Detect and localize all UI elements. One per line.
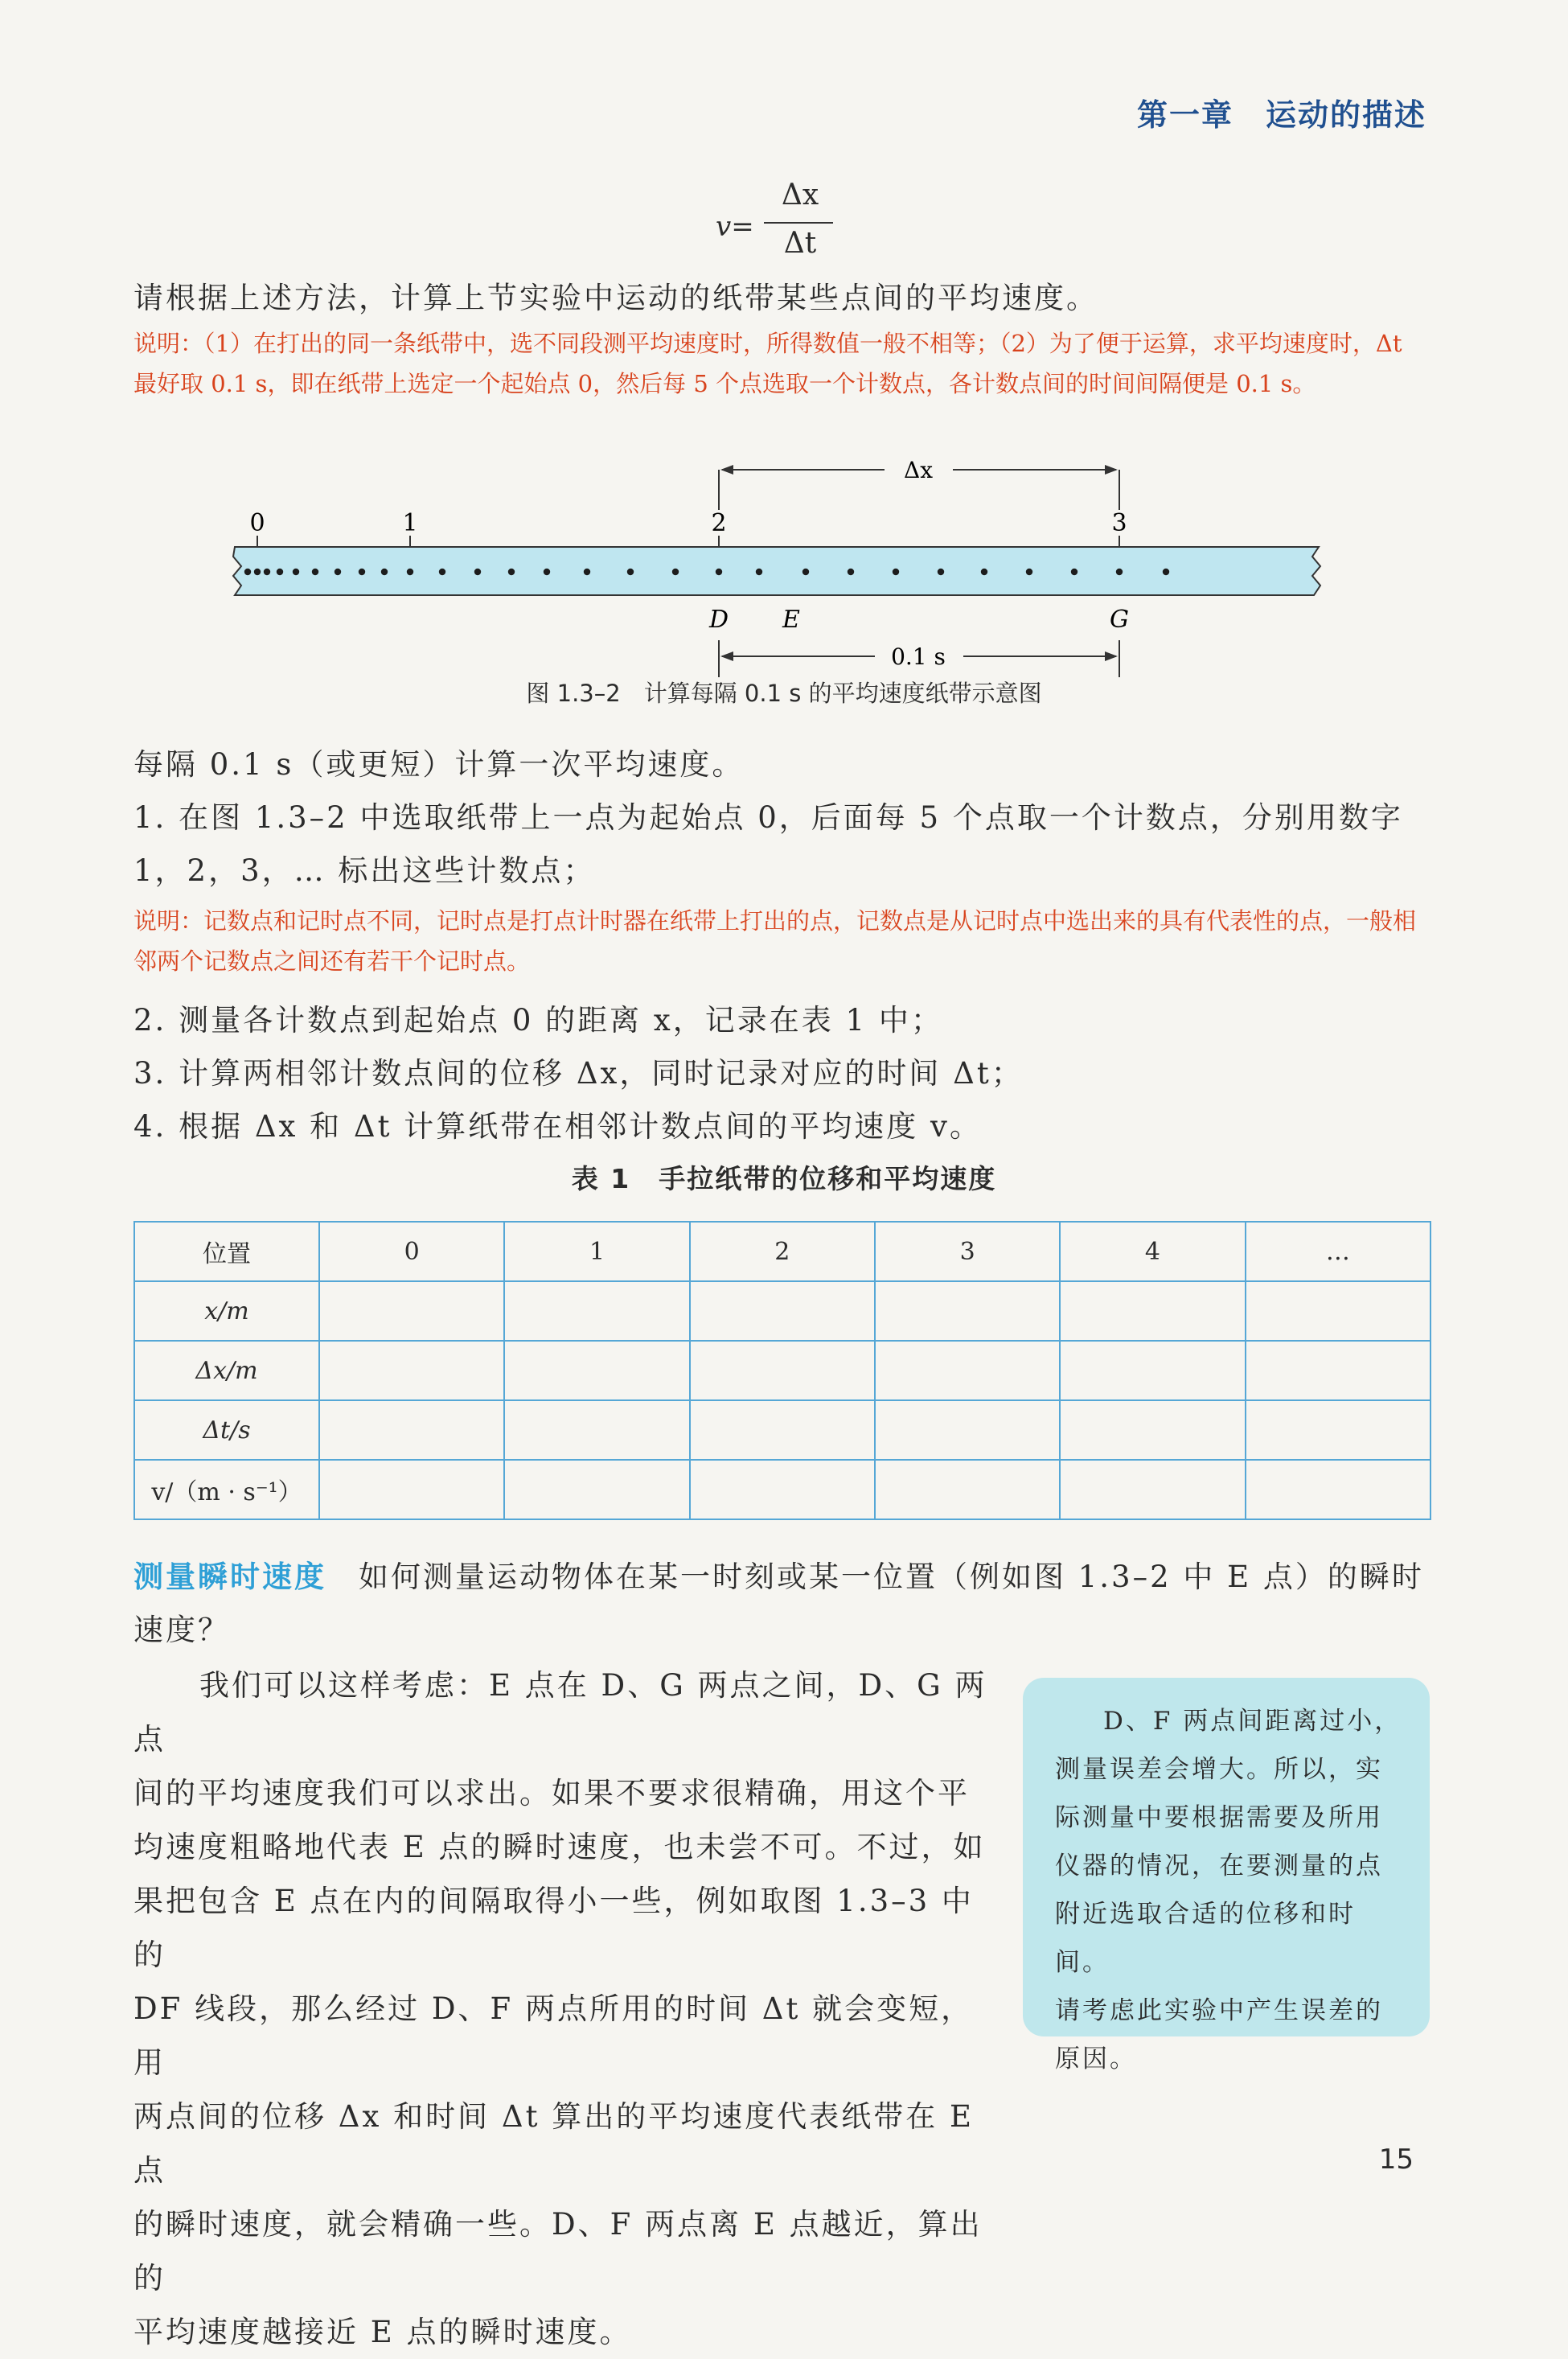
table-header-row <box>134 1222 1430 1281</box>
paper-tape <box>233 547 1320 595</box>
tape-dot <box>293 569 299 575</box>
side-note-line: 测量误差会增大。所以，实 <box>1055 1755 1383 1784</box>
dx-arrow-right-head <box>1105 465 1118 475</box>
empty-cell[interactable] <box>1060 1400 1245 1460</box>
paragraph-line: 我们可以这样考虑：E 点在 D、G 两点之间，D、G 两点 <box>133 1668 987 1757</box>
paragraph-line: 均速度粗略地代表 E 点的瞬时速度，也未尝不可。不过，如 <box>133 1830 986 1864</box>
tape-dot <box>1071 569 1077 575</box>
row-label: v/（m · s⁻¹） <box>134 1460 319 1519</box>
empty-cell[interactable] <box>319 1460 504 1519</box>
tape-dot <box>893 569 899 575</box>
tape-dot <box>802 569 809 575</box>
tape-dot <box>938 569 944 575</box>
tape-dot <box>544 569 550 575</box>
paragraph-line: 的瞬时速度，就会精确一些。D、F 两点离 E 点越近，算出的 <box>133 2207 983 2295</box>
tick-number-0: 0 <box>249 509 265 537</box>
empty-cell[interactable] <box>504 1460 689 1519</box>
header-cell: 2 <box>690 1222 875 1281</box>
tape-dot <box>672 569 679 575</box>
displacement-velocity-table <box>133 1221 1431 1520</box>
section-text: 如何测量运动物体在某一时刻或某一位置（例如图 1.3–2 中 E 点）的瞬时速度？ <box>133 1560 1424 1647</box>
tape-dot <box>407 569 413 575</box>
paragraph-line: DF 线段，那么经过 D、F 两点所用的时间 Δt 就会变短，用 <box>133 1991 974 2080</box>
side-note-box <box>1023 1678 1430 2073</box>
empty-cell[interactable] <box>1246 1400 1430 1460</box>
empty-cell[interactable] <box>875 1400 1060 1460</box>
note-2: 说明：记数点和记时点不同，记时点是打点计时器在纸带上打出的点，记数点是从记时点中选出来的具有代表性的点，一般相邻两个记数点之间还有若干个记时点。 <box>133 907 1417 975</box>
point-label-e: E <box>782 606 800 634</box>
empty-cell[interactable] <box>690 1460 875 1519</box>
page-number: 15 <box>1378 2143 1414 2176</box>
formula-fraction-bar <box>764 222 833 224</box>
tape-dot <box>474 569 481 575</box>
tape-dot <box>244 569 251 575</box>
empty-cell[interactable] <box>504 1341 689 1400</box>
empty-cell[interactable] <box>1246 1460 1430 1519</box>
empty-cell[interactable] <box>319 1341 504 1400</box>
empty-cell[interactable] <box>690 1341 875 1400</box>
step-4: 4. 根据 Δx 和 Δt 计算纸带在相邻计数点间的平均速度 v。 <box>133 1109 982 1144</box>
table-title: 表 1 手拉纸带的位移和平均速度 <box>571 1163 997 1194</box>
empty-cell[interactable] <box>504 1400 689 1460</box>
formula-numerator: Δx <box>781 179 819 212</box>
tape-dot <box>381 569 388 575</box>
empty-cell[interactable] <box>875 1281 1060 1341</box>
tape-dot <box>584 569 590 575</box>
dx-label: Δx <box>903 457 934 483</box>
side-note-line: 附近选取合适的位移和时间。 <box>1055 1900 1356 1977</box>
table-row <box>134 1341 1430 1400</box>
empty-cell[interactable] <box>690 1281 875 1341</box>
tick-number-1: 1 <box>402 509 418 537</box>
empty-cell[interactable] <box>875 1460 1060 1519</box>
side-note-line: 仪器的情况，在要测量的点 <box>1055 1851 1383 1880</box>
empty-cell[interactable] <box>1060 1281 1245 1341</box>
interval-arrow-right-head <box>1105 651 1118 661</box>
empty-cell[interactable] <box>690 1400 875 1460</box>
empty-cell[interactable] <box>1246 1281 1430 1341</box>
point-label-g: G <box>1110 606 1129 634</box>
row-label: Δx/m <box>134 1341 319 1400</box>
tape-dot <box>312 569 318 575</box>
header-cell: 位置 <box>134 1222 319 1281</box>
empty-cell[interactable] <box>1246 1341 1430 1400</box>
paragraph-line: 平均速度越接近 E 点的瞬时速度。 <box>133 2315 632 2349</box>
tape-dot <box>716 569 722 575</box>
side-note-line: 原因。 <box>1055 2045 1137 2073</box>
tape-dot <box>439 569 445 575</box>
paragraph-line: 间的平均速度我们可以求出。如果不要求很精确，用这个平 <box>133 1776 970 1810</box>
side-note-line: D、F 两点间距离过小， <box>1103 1707 1402 1736</box>
table-row <box>134 1400 1430 1460</box>
tape-dot <box>508 569 515 575</box>
header-cell: 1 <box>504 1222 689 1281</box>
row-label: x/m <box>134 1281 319 1341</box>
tape-dot <box>756 569 762 575</box>
table-row <box>134 1281 1430 1341</box>
header-cell: 0 <box>319 1222 504 1281</box>
tape-dot <box>1026 569 1032 575</box>
empty-cell[interactable] <box>319 1400 504 1460</box>
figure-caption: 图 1.3–2 计算每隔 0.1 s 的平均速度纸带示意图 <box>526 680 1042 707</box>
tape-dot <box>627 569 634 575</box>
empty-cell[interactable] <box>1060 1460 1245 1519</box>
header-cell: 3 <box>875 1222 1060 1281</box>
header-cell: 4 <box>1060 1222 1245 1281</box>
side-note-line: 际测量中要根据需要及所用 <box>1055 1803 1383 1832</box>
empty-cell[interactable] <box>1060 1341 1245 1400</box>
empty-cell[interactable] <box>319 1281 504 1341</box>
main-paragraph <box>133 1658 1002 2359</box>
row-label: Δt/s <box>134 1400 319 1460</box>
chapter-title: 第一章 运动的描述 <box>1136 97 1426 133</box>
intro-paragraph: 请根据上述方法，计算上节实验中运动的纸带某些点间的平均速度。 <box>133 281 1098 315</box>
step-intro: 每隔 0.1 s（或更短）计算一次平均速度。 <box>133 747 745 782</box>
formula-lhs: v= <box>716 211 754 243</box>
tape-dot <box>1116 569 1123 575</box>
point-label-d: D <box>708 606 729 634</box>
interval-label: 0.1 s <box>891 643 946 670</box>
empty-cell[interactable] <box>504 1281 689 1341</box>
tape-dot <box>277 569 283 575</box>
tape-dot <box>1163 569 1169 575</box>
side-note-line: 请考虑此实验中产生误差的 <box>1055 1996 1383 2025</box>
tick-number-3: 3 <box>1111 509 1127 537</box>
tape-dot <box>254 569 261 575</box>
tape-dot <box>335 569 341 575</box>
tape-dot <box>359 569 365 575</box>
note-1: 说明：（1）在打出的同一条纸带中，选不同段测平均速度时，所得数值一般不相等；（2）为了便于运算，求平均速度时，Δt 最好取 0.1 s，即在纸带上选定一个起始点 0，然后每 5 个点选取一个计数点，各计数点间的时间间隔便是 0.1 s。 <box>133 330 1402 397</box>
dx-arrow-left-head <box>720 465 733 475</box>
header-cell: … <box>1246 1222 1430 1281</box>
section-title: 测量瞬时速度 <box>133 1560 326 1594</box>
step-2: 2. 测量各计数点到起始点 0 的距离 x，记录在表 1 中； <box>133 1003 943 1038</box>
step-1: 1. 在图 1.3–2 中选取纸带上一点为起始点 0，后面每 5 个点取一个计数点，分别用数字 1，2，3，… 标出这些计数点； <box>133 800 1403 888</box>
table-row <box>134 1460 1430 1519</box>
section-intro <box>133 1551 1428 1657</box>
velocity-formula <box>716 175 844 264</box>
tick-number-2: 2 <box>711 509 727 537</box>
paragraph-line: 果把包含 E 点在内的间隔取得小一些，例如取图 1.3–3 中的 <box>133 1884 974 1972</box>
tape-dot <box>848 569 854 575</box>
empty-cell[interactable] <box>875 1341 1060 1400</box>
tape-dot <box>264 569 270 575</box>
step-3: 3. 计算两相邻计数点间的位移 Δx，同时记录对应的时间 Δt； <box>133 1056 1024 1091</box>
interval-arrow-left-head <box>720 651 733 661</box>
tape-dot <box>981 569 987 575</box>
paragraph-line: 两点间的位移 Δx 和时间 Δt 算出的平均速度代表纸带在 E 点 <box>133 2099 974 2188</box>
formula-denominator: Δt <box>783 227 817 260</box>
